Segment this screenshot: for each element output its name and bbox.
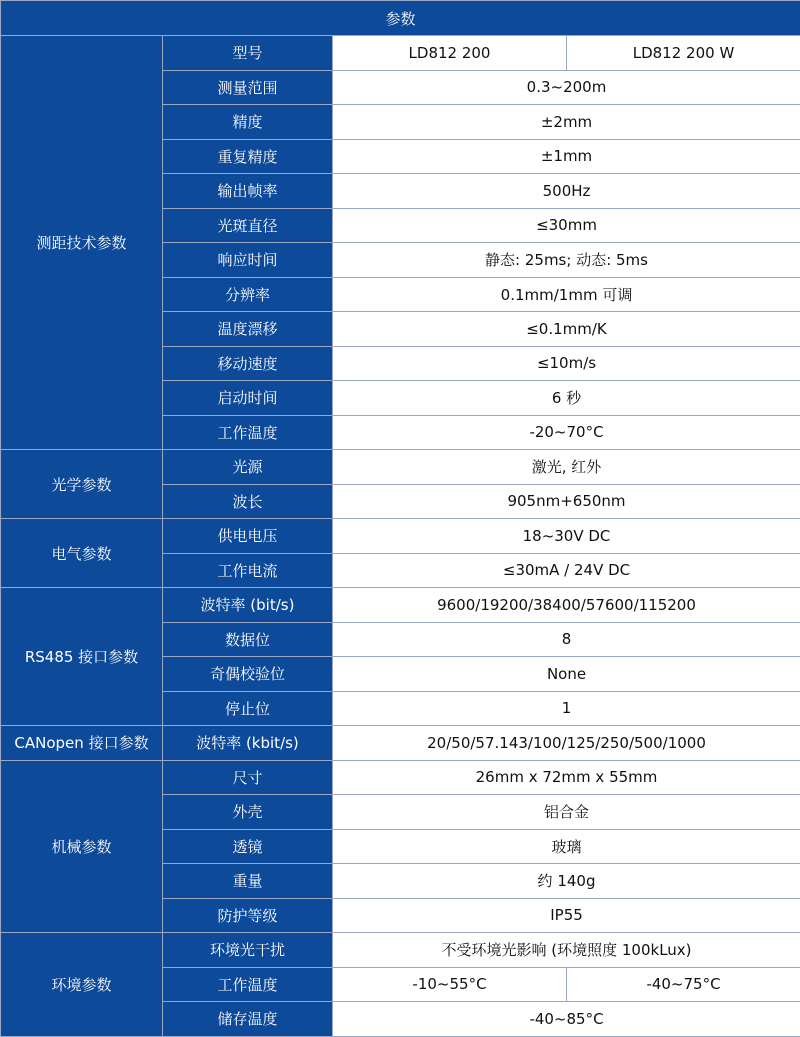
- param-name: 工作温度: [163, 415, 333, 450]
- group-mechanical: 机械参数: [1, 760, 163, 933]
- param-value: ≤0.1mm/K: [333, 312, 800, 347]
- param-name: 停止位: [163, 691, 333, 726]
- param-value: ≤30mA / 24V DC: [333, 553, 800, 588]
- param-name: 启动时间: [163, 381, 333, 416]
- table-header-row: [1, 1, 800, 36]
- param-name: 尺寸: [163, 760, 333, 795]
- param-name: 波特率 (kbit/s): [163, 726, 333, 761]
- param-value: 静态: 25ms; 动态: 5ms: [333, 243, 800, 278]
- group-optical: 光学参数: [1, 450, 163, 519]
- param-value: 6 秒: [333, 381, 800, 416]
- param-name: 波长: [163, 484, 333, 519]
- table-row: [1, 450, 800, 485]
- param-name: 重量: [163, 864, 333, 899]
- param-name: 移动速度: [163, 346, 333, 381]
- param-value: 不受环境光影响 (环境照度 100kLux): [333, 933, 800, 968]
- param-value: -10~55°C: [333, 967, 567, 1002]
- table-row: [1, 36, 800, 71]
- param-name: 防护等级: [163, 898, 333, 933]
- param-name: 温度漂移: [163, 312, 333, 347]
- param-name: 供电电压: [163, 519, 333, 554]
- param-value: None: [333, 657, 800, 692]
- param-name: 光斑直径: [163, 208, 333, 243]
- param-name: 重复精度: [163, 139, 333, 174]
- param-value: 8: [333, 622, 800, 657]
- param-value: 9600/19200/38400/57600/115200: [333, 588, 800, 623]
- param-value: ±1mm: [333, 139, 800, 174]
- param-value: 1: [333, 691, 800, 726]
- param-value: 激光, 红外: [333, 450, 800, 485]
- param-value: -40~85°C: [333, 1002, 800, 1037]
- param-value: LD812 200 W: [567, 36, 800, 71]
- param-value: 905nm+650nm: [333, 484, 800, 519]
- param-name: 环境光干扰: [163, 933, 333, 968]
- param-value: LD812 200: [333, 36, 567, 71]
- param-value: -40~75°C: [567, 967, 800, 1002]
- param-value: 18~30V DC: [333, 519, 800, 554]
- param-name: 外壳: [163, 795, 333, 830]
- table-row: [1, 933, 800, 968]
- group-canopen: CANopen 接口参数: [1, 726, 163, 761]
- param-value: 铝合金: [333, 795, 800, 830]
- param-value: 0.3~200m: [333, 70, 800, 105]
- param-value: 玻璃: [333, 829, 800, 864]
- param-name: 波特率 (bit/s): [163, 588, 333, 623]
- group-electrical: 电气参数: [1, 519, 163, 588]
- param-value: IP55: [333, 898, 800, 933]
- param-value: ≤10m/s: [333, 346, 800, 381]
- table-title: 参数: [1, 1, 800, 36]
- param-name: 数据位: [163, 622, 333, 657]
- param-value: ≤30mm: [333, 208, 800, 243]
- param-name: 型号: [163, 36, 333, 71]
- group-rs485: RS485 接口参数: [1, 588, 163, 726]
- param-name: 测量范围: [163, 70, 333, 105]
- param-name: 工作温度: [163, 967, 333, 1002]
- table-row: [1, 726, 800, 761]
- param-name: 工作电流: [163, 553, 333, 588]
- param-name: 精度: [163, 105, 333, 140]
- group-ranging: 测距技术参数: [1, 36, 163, 450]
- param-name: 奇偶校验位: [163, 657, 333, 692]
- param-value: -20~70°C: [333, 415, 800, 450]
- group-environment: 环境参数: [1, 933, 163, 1037]
- param-name: 储存温度: [163, 1002, 333, 1037]
- param-value: 500Hz: [333, 174, 800, 209]
- param-name: 响应时间: [163, 243, 333, 278]
- param-name: 分辨率: [163, 277, 333, 312]
- param-value: 20/50/57.143/100/125/250/500/1000: [333, 726, 800, 761]
- param-name: 透镜: [163, 829, 333, 864]
- table-row: [1, 760, 800, 795]
- param-value: 约 140g: [333, 864, 800, 899]
- param-value: ±2mm: [333, 105, 800, 140]
- param-value: 26mm x 72mm x 55mm: [333, 760, 800, 795]
- param-name: 输出帧率: [163, 174, 333, 209]
- param-name: 光源: [163, 450, 333, 485]
- table-row: [1, 588, 800, 623]
- table-row: [1, 519, 800, 554]
- param-value: 0.1mm/1mm 可调: [333, 277, 800, 312]
